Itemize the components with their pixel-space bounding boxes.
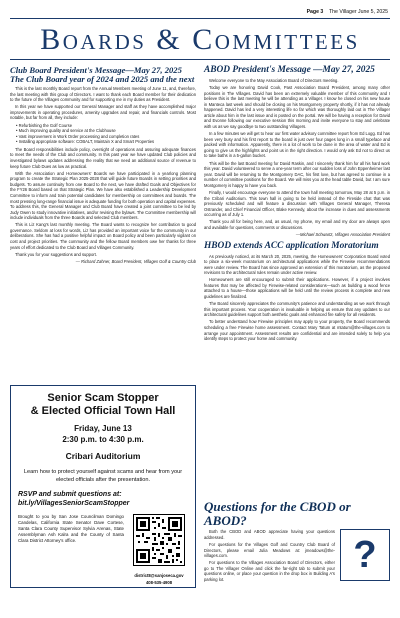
hbod-article bbox=[204, 254, 390, 342]
list-item: • Installing appropriate software: COBALT, Maintain X and Smart Properties bbox=[16, 139, 196, 145]
article-paragraph: Thank you all for being here, and, as usual, my phone, my email and my door are always open and available for questions, comments or discussions. bbox=[204, 219, 390, 230]
article-paragraph: This will be the last Board meeting for David Raskin, and I sincerely thank him for all his hard work this year. David volunteered to serve a one-year term after our sudden loss of John Eppenheimer last year. David will be returning to the Montgomery DAC, his first love, but has agreed to continue in a number of committee positions for the Board. We will miss you at the head table David, but I am sure Montgomery is happy to have you back. bbox=[204, 160, 390, 188]
article-signature: —Michael Schwartz, Villages Association President bbox=[295, 232, 390, 238]
article-paragraph: Homeowners are still encouraged to submit their applications. However, if a project involves features that may be affected by Firewise-related considerations—such as building a wood fence attached to a house—those applications will be held until the review process is complete and new guidelines are finalized. bbox=[204, 277, 390, 300]
article-paragraph: For questions for the Villages Golf and Country Club Board of Directors, please email Julia Meadows at: jmeadows@the-villages.com. bbox=[204, 542, 335, 559]
event-footer bbox=[18, 514, 188, 586]
contact-phone: 408-535-4908 bbox=[145, 580, 173, 586]
paper-date: The Villager June 5, 2025 bbox=[328, 9, 388, 15]
list-item: • Much improving quality and service at the Clubhouse bbox=[16, 128, 196, 134]
article-paragraph: This is the last monthly Board report from the Annual Members meeting of June 11, and, therefore, the last meeting with this group of Directors. I want to thank each Board member for their dedication to the future of the Villages community and for supporting me in my duties as President. bbox=[10, 86, 196, 103]
club-board-article bbox=[10, 86, 196, 264]
page-header bbox=[307, 9, 388, 15]
article-paragraph: With the Association and Homeowners' Boards we have participated in a yearlong planning program to create the Strategic Plan 2025-2028 that will guide future Boards in setting priorities and budgets. To assure continuity from one Board to the next, we have drafted Goals and Objectives for the FY26 Board based on that Strategic Plan. We have also established a Leadership Development Committee to inform and train potential candidates for membership on committees and boards. The most pressing long-range financial issue is adequate funding for both operation and capital expenses. To address this, the General Manager and Club Board have created a joint committee to be led by Judy Owen to study innovative initiatives, and/or revising the bylaws. The Committee membership will include individuals from the three Boards and selected Club members. bbox=[10, 170, 196, 221]
event-venue: Cribari Auditorium bbox=[65, 451, 141, 462]
event-title bbox=[18, 392, 188, 418]
event-description: Learn how to protect yourself against scams and hear from your elected officials after the presentation. bbox=[23, 469, 183, 483]
club-board-headline: Club Board President's Message—May 27, 2025 The Club Board year of 2024 and 2025 and the next bbox=[10, 65, 195, 85]
article-paragraph: To better understand how Firewise principles may apply to your property, the Board recommends scheduling a free Firewise home assessment. Contact Mary Tatum at mtatum@the-villages.com to arrange your appointment. Assessment results are confidential and are intended solely to help you identify steps to protect your home and community. bbox=[204, 319, 390, 342]
questions-section bbox=[204, 500, 390, 584]
list-item: • Vast improvement in Work Order processing and completion rates bbox=[16, 134, 196, 140]
event-sponsors: Brought to you by San Jose Councilman Domingo Candelas, California State Senator Dave Cortese, Santa Clara County Supervisor Sylvia Arenas, State Assemblyman Ash Kalra and the County of Santa Clara District Attorney's office. bbox=[18, 514, 124, 543]
event-day: Friday, June 13 bbox=[74, 424, 132, 434]
abod-article bbox=[204, 78, 390, 238]
town-hall-ad bbox=[10, 385, 196, 588]
section-masthead bbox=[10, 18, 390, 60]
right-column bbox=[204, 66, 390, 343]
contact-email[interactable]: district8@sanjoseca.gov bbox=[134, 573, 184, 579]
page-number: Page 3 bbox=[306, 9, 324, 15]
event-date bbox=[18, 424, 188, 445]
article-paragraph: As previously noticed, at its March 20, 2025, meeting, the Homeowners' Corporation Board voted to place a six-week moratorium on architectural applications while the Firewise recommendations were under review. The Board has since approved an extension of this moratorium, as the proposed revisions to the architectural rules remain under active review. bbox=[204, 253, 390, 276]
article-paragraph: Today we are honoring David Cook, Past Association Board President, among many other positions in The Villages. David has been an extremely valuable member of this community and I believe this is the last meeting he will be attending as a Villager. I know he closed on his new house in Manteca last week and should be closing on his Montgomery property shortly, if it has not already happened. David has led a very interesting life so far which was thoroughly laid out in The Villager article about him in the last issue and is posted on the portal. We will be having a reception for David and Evonne following our executive session this morning and invite everyone to stay and celebrate with us as we say goodbye to two outstanding Villagers. bbox=[204, 85, 390, 129]
event-rsvp bbox=[18, 491, 188, 508]
article-signature: — Richard Zahner, Board President, Villages Golf & Country Club bbox=[75, 258, 196, 264]
rsvp-link[interactable]: bit.ly/VillagesSeniorScamStopper bbox=[18, 499, 130, 507]
event-title-line: & Elected Official Town Hall bbox=[30, 405, 176, 418]
abod-headline: ABOD President's Message —May 27, 2025 bbox=[204, 65, 375, 75]
questions-headline: Questions for the CBOD or ABOD? bbox=[204, 499, 351, 528]
article-paragraph: The Board responsibilities include policy, oversight of operations and assuring adequate finances to meet the needs of the Club and community. In this past year we have updated Club policies and investigated bylaws updates addressing the reality that we need an additional source of revenue to keep future Club Dues as low as practical. bbox=[10, 146, 196, 169]
article-paragraph: The Board sincerely appreciates the community's patience and understanding as we work through this important process. Your cooperation is invaluable in helping us ensure that any updates to our architectural guidelines support both aesthetic goals and enhanced fire safety for all residents. bbox=[204, 301, 390, 318]
improvements-list bbox=[16, 123, 196, 145]
hbod-headline: HBOD extends ACC application Moratorium bbox=[204, 240, 379, 251]
qr-block bbox=[130, 514, 188, 586]
article-paragraph: Welcome everyone to the May Association Board of Directors meeting. bbox=[209, 77, 339, 83]
article-paragraph: Both the CBOD and ABOD appreciate having your questions addressed. bbox=[204, 529, 335, 540]
article-paragraph: In this year we have supported our General Manager and staff as they have accomplished major improvements in operating procedures, amenity upgrades and repair, and financials controls. Most notable, but far from all, they include: bbox=[10, 104, 196, 121]
section-title: Boards & Committees bbox=[40, 23, 360, 56]
list-item: • Refurbishing the Golf Course bbox=[16, 123, 196, 129]
questions-body bbox=[204, 529, 390, 584]
questions-text bbox=[204, 529, 335, 584]
article-paragraph: Finally, I would encourage everyone to attend the town hall meeting tomorrow, May 28 at 5 p.m. in the Cribari Auditorium. This town hall is going to be held instead of the Fireside chat that was previously scheduled and will feature a discussion with Villages General Manager, Theresa Ostrander, and Chief Financial Officer, Blake Kennedy, about the increase in dues and assessments occurring as of July 1. bbox=[204, 189, 390, 218]
rsvp-label: RSVP and submit questions at: bbox=[18, 491, 122, 499]
article-paragraph: In a few minutes we will get to hear our first water advisory committee report from Ed Logg. Ed has been very busy and his first report to the board is just over four pages long in a small typeface and packed with information. Apparently, there is a lot of work to be done in the area of water and Ed is going to give us the highlights and point us in the right direction. I would only ask Ed not to direct us to take baths in a 5-gallon bucket. bbox=[204, 131, 390, 159]
event-title-line: Senior Scam Stopper bbox=[47, 392, 159, 404]
article-paragraph: Thank you for your suggestions and support. bbox=[15, 251, 97, 257]
event-time: 2:30 p.m. to 4:30 p.m. bbox=[62, 434, 144, 444]
qr-code-icon[interactable] bbox=[133, 514, 185, 566]
left-column bbox=[10, 66, 196, 266]
question-mark-icon: ? bbox=[340, 529, 390, 581]
article-paragraph: For questions to the Villages Association Board of Directors, either go to The Villager Online and click the far-right tab to submit your questions online, or place your question in the drop box in Building A's parking lot. bbox=[204, 560, 335, 582]
article-paragraph: This is Liz Kang's last monthly meeting. The Board wants to recognize her contribution to good governance. Seldom at loss for words, Liz has provided an important voice for the community in our deliberations. She has had a positive helpful impact on Board policy and been particularly vigilant on cost and project priorities. The community and the fellow Board members owe her thanks for three years of effort dedicated to the Club Board and Villages Community. bbox=[10, 222, 196, 250]
